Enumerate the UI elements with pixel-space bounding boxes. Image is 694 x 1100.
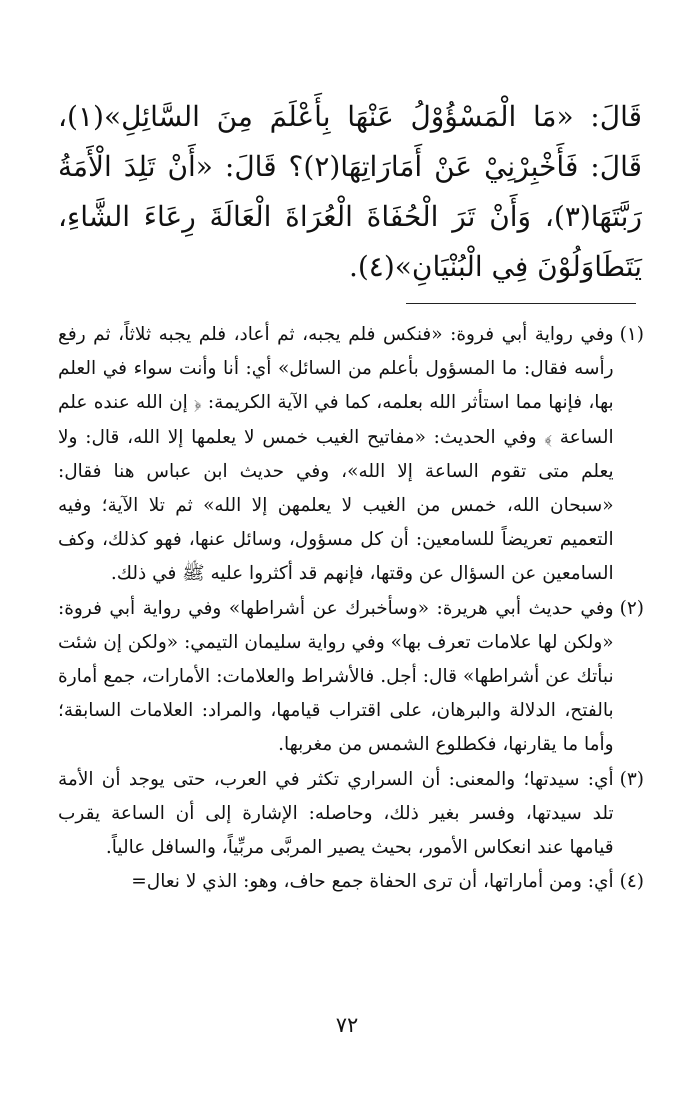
main-text-block xyxy=(58,92,642,292)
main-text: قَالَ: «مَا الْمَسْؤُوْلُ عَنْهَا بِأَعْلَمَ مِنَ السَّائِلِ»(١)، قَالَ: فَأَخْبِرْنِيْ عَنْ أَمَارَاتِهَا(٢)؟ قَالَ: «أَنْ تَلِدَ الْأَمَةُ رَبَّتَهَا(٣)، وَأَنْ تَرَ الْحُفَاةَ الْعُرَاةَ الْعَالَةَ رِعَاءَ الشَّاءِ، يَتَطَاوَلُوْنَ فِي الْبُنْيَانِ»(٤). xyxy=(58,100,642,283)
footnotes xyxy=(58,318,644,899)
footnote-text: أي: سيدتها؛ والمعنى: أن السراري تكثر في العرب، حتى يوجد أن الأمة تلد سيدتها، وفسر بغير ذلك، وحاصله: الإشارة إلى أن الساعة يقرب قيامها عند انعكاس الأمور، بحيث يصير المربَّى مربِّياً، والسافل عالياً. xyxy=(58,768,614,859)
footnote xyxy=(58,318,644,592)
footnote-divider xyxy=(406,303,636,304)
footnote-text: وفي رواية أبي فروة: «فنكس فلم يجبه، ثم أعاد، فلم يجبه ثلاثاً، ثم رفع رأسه فقال: ما المسؤول بأعلم من السائل» أي: أنا وأنت سواء في العلم بها، فإنها مما استأثر الله بعلمه، كما في الآية الكريمة: ﴿ إن الله عنده علم الساعة ﴾ وفي الحديث: «مفاتيح الغيب خمس لا يعلمها إلا الله، قال: ولا يعلم متى تقوم الساعة إلا الله»، وفي حديث ابن عباس هنا فقال: «سبحان الله، خمس من الغيب لا يعلمهن إلا الله» ثم تلا الآية؛ وفيه التعميم تعريضاً للسامعين: أن كل مسؤول، وسائل عنها، فهو كذلك، وكف السامعين عن السؤال عن وقتها، فإنهم قد أكثروا عليه ﷺ في ذلك. xyxy=(58,324,614,585)
footnote-number: (٣) xyxy=(619,768,644,790)
footnote-number: (٢) xyxy=(619,597,644,619)
footnote-text: أي: ومن أماراتها، أن ترى الحفاة جمع حاف، وهو: الذي لا نعال= xyxy=(131,871,614,893)
footnote xyxy=(58,865,644,899)
footnote xyxy=(58,592,644,763)
footnote-number: (١) xyxy=(619,324,644,345)
footnote-number: (٤) xyxy=(619,871,644,893)
footnote xyxy=(58,763,644,866)
page-number: ٧٢ xyxy=(335,1013,359,1037)
footnote-text: وفي حديث أبي هريرة: «وسأخبرك عن أشراطها» وفي رواية أبي فروة: «ولكن لها علامات تعرف بها» وفي رواية سليمان التيمي: «ولكن إن شئت نبأتك عن أشراطها» قال: أجل. فالأشراط والعلامات: الأمارات، جمع أمارة بالفتح، الدلالة والبرهان، على اقتراب قيامها، والمراد: العلامات السابقة؛ وأما ما يقارنها، فكطلوع الشمس من مغربها. xyxy=(58,597,614,756)
